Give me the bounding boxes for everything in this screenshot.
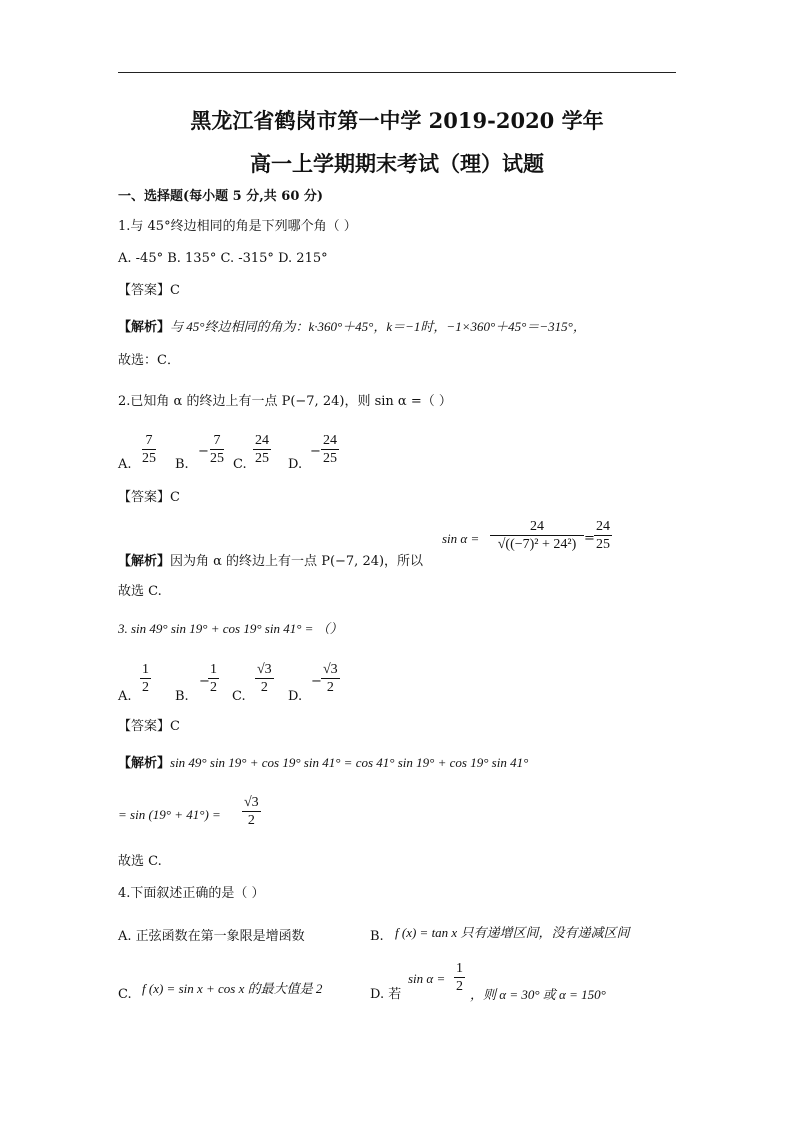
analysis-text: 与 45°终边相同的角为：k·360°＋45°，k＝−1时，−1×360°＋45°＝−315°， — [170, 319, 586, 334]
question-2-analysis — [118, 553, 423, 571]
option-c: f (x) = sin x + cos x 的最大值是 2 — [142, 981, 323, 996]
option-d-label: D. — [288, 457, 303, 472]
option-d-label: D. — [288, 689, 303, 704]
question-1-analysis — [118, 318, 586, 337]
option-a: A. 正弦函数在第一象限是增函数 — [118, 929, 305, 944]
option-a-label: A. — [118, 689, 132, 704]
option-b-label: B. — [175, 689, 189, 704]
option-b-label: B. — [175, 457, 189, 472]
option-c-fraction: $\frac{√3}{2}$ — [257, 662, 272, 695]
analysis-label: 【解析】 — [118, 756, 171, 771]
option-c-fraction: $\frac{24}{25}$ — [255, 433, 269, 466]
option-b-label: B. — [370, 929, 384, 944]
header-rule — [118, 72, 676, 73]
question-1-answer: 【答案】C — [118, 283, 180, 298]
analysis-text: sin 49° sin 19° + cos 19° sin 41° = cos 41° sin 19° + cos 19° sin 41° — [170, 755, 529, 770]
question-1-options: A. -45° B. 135° C. -315° D. 215° — [118, 251, 328, 266]
option-b-fraction: $\frac{7}{25}$ — [210, 433, 224, 466]
minus-sign: − — [199, 674, 210, 689]
option-d-fraction: $\frac{24}{25}$ — [323, 433, 337, 466]
option-b-fraction: $\frac{1}{2}$ — [210, 662, 217, 695]
option-a-fraction: $\frac{1}{2}$ — [142, 662, 149, 695]
option-c-label: C. — [232, 689, 246, 704]
option-a-label: A. — [118, 457, 132, 472]
analysis-label: 【解析】 — [118, 554, 171, 569]
section-heading: 一、选择题(每小题 5 分,共 60 分) — [118, 189, 324, 204]
question-1-stem: 1.与 45°终边相同的角是下列哪个角（ ） — [118, 219, 357, 234]
question-2-conclusion: 故选 C. — [118, 584, 162, 599]
analysis-continued: = sin (19° + 41°) = — [118, 807, 221, 822]
analysis-text: 因为角 α 的终边上有一点 P(−7, 24)，所以 — [170, 554, 424, 569]
question-1-conclusion: 故选：C． — [118, 353, 180, 368]
analysis-label: 【解析】 — [118, 320, 171, 335]
question-3-stem: 3. sin 49° sin 19° + cos 19° sin 41° = （） — [118, 621, 343, 636]
minus-sign: − — [198, 444, 209, 459]
option-d-lhs: sin α = — [408, 971, 446, 986]
option-d-fraction: $\frac{1}{2}$ — [456, 961, 463, 994]
result-fraction: $\frac{√3}{2}$ — [244, 795, 259, 828]
question-3-answer: 【答案】C — [118, 719, 180, 734]
option-c-label: C. — [118, 987, 132, 1002]
formula-equals: = — [584, 531, 595, 546]
option-d-label: D. 若 — [370, 987, 402, 1002]
minus-sign: − — [310, 444, 321, 459]
question-3-conclusion: 故选 C. — [118, 854, 162, 869]
formula-lhs: sin α = — [442, 531, 480, 546]
option-a-fraction: $\frac{7}{25}$ — [142, 433, 156, 466]
page-subtitle: 高一上学期期末考试（理）试题 — [250, 151, 544, 176]
minus-sign: − — [311, 674, 322, 689]
formula-fraction: $\frac{24}{\text{√((−7)² + 24²)}}$ — [490, 518, 584, 553]
question-2-stem: 2.已知角 α 的终边上有一点 P(−7, 24)，则 sin α =（ ） — [118, 394, 452, 409]
option-d-fraction: $\frac{√3}{2}$ — [323, 662, 338, 695]
question-3-analysis — [118, 754, 528, 773]
option-c-label: C. — [233, 457, 247, 472]
option-b: f (x) = tan x 只有递增区间，没有递减区间 — [395, 925, 630, 940]
question-4-stem: 4.下面叙述正确的是（ ） — [118, 886, 265, 901]
option-d-rest: ，则 α = 30° 或 α = 150° — [470, 987, 606, 1002]
question-2-answer: 【答案】C — [118, 490, 180, 505]
formula-result: $\frac{24}{25}$ — [596, 519, 610, 552]
page-title: 黑龙江省鹤岗市第一中学 2019-2020 学年 — [190, 108, 604, 133]
